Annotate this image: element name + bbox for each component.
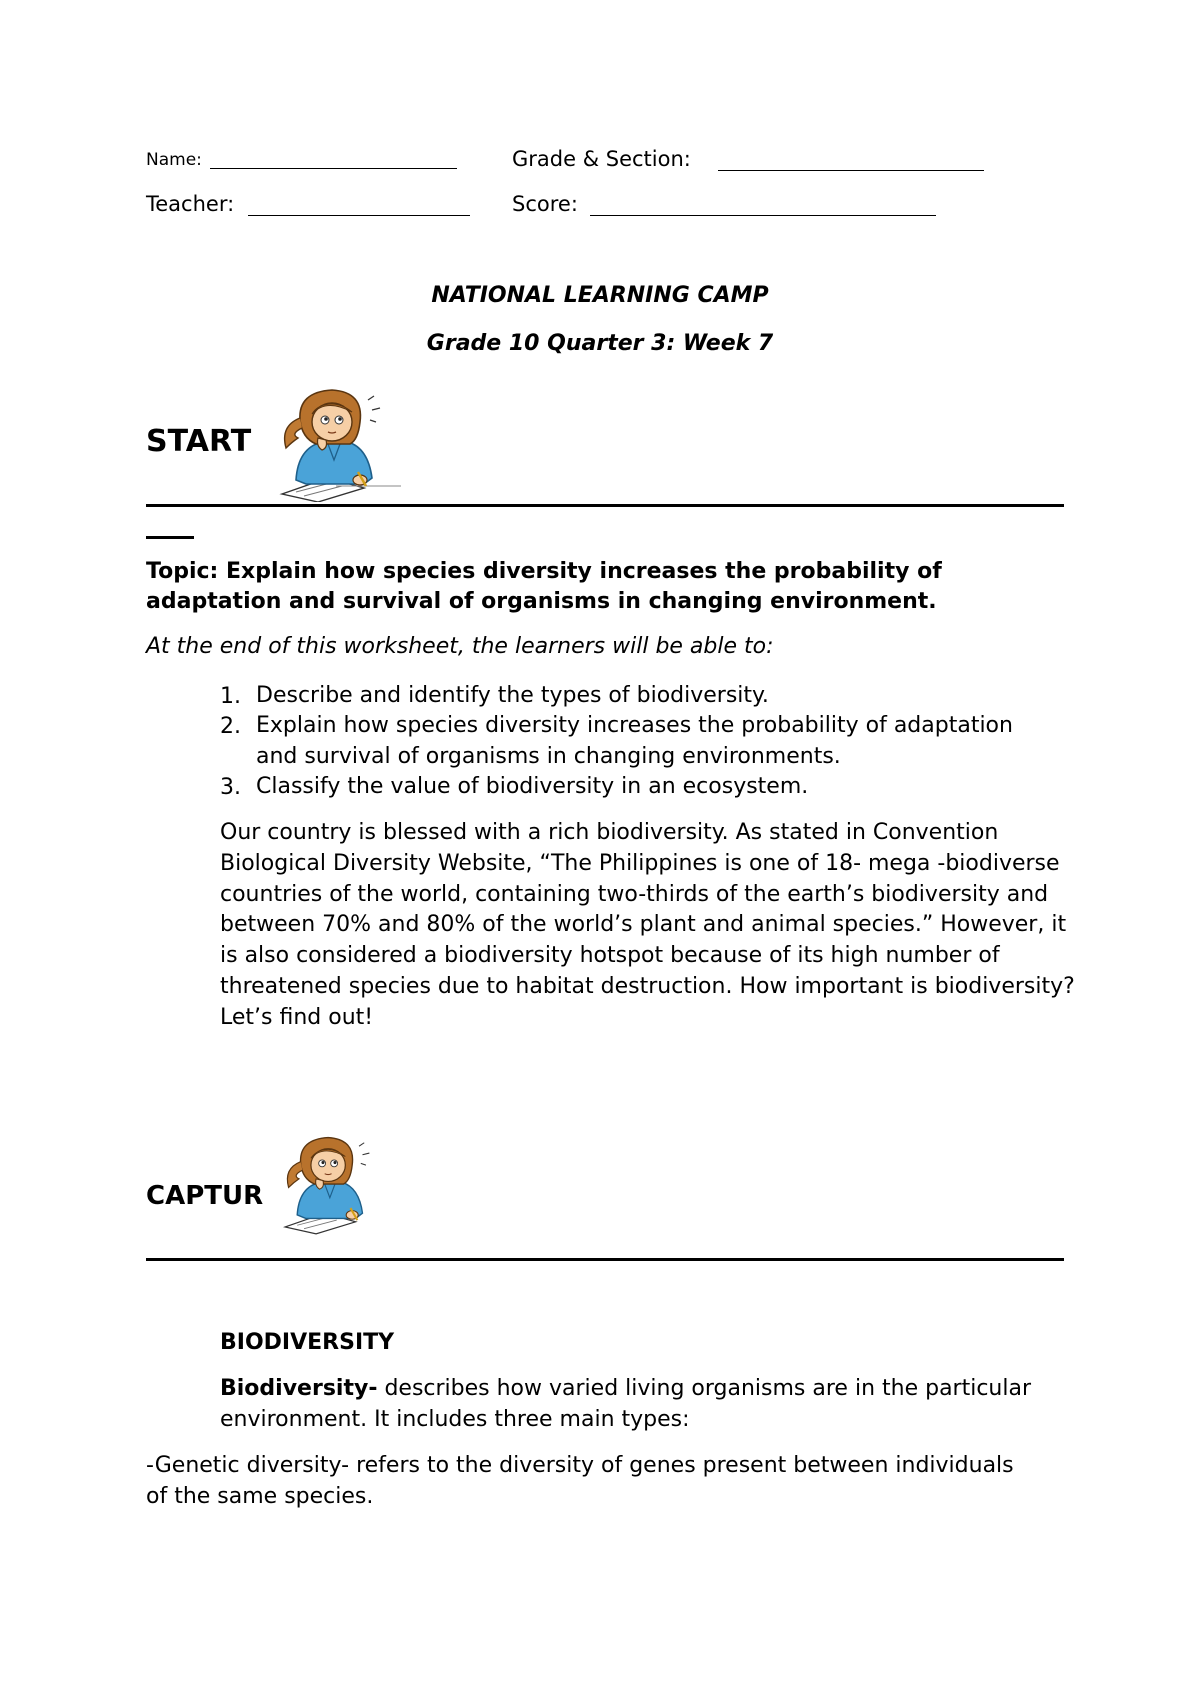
definition-text: describes how varied living organisms are in the particular environment. It includes three main types:	[220, 1376, 1032, 1432]
grade-section-blank[interactable]	[718, 170, 984, 171]
objectives-intro: At the end of this worksheet, the learners will be able to:	[146, 634, 774, 659]
score-blank[interactable]	[590, 215, 936, 216]
section-divider	[146, 504, 1064, 507]
page-title: NATIONAL LEARNING CAMP	[431, 283, 769, 308]
divider-tail	[146, 536, 194, 539]
page-subtitle: Grade 10 Quarter 3: Week 7	[426, 331, 774, 356]
name-blank[interactable]	[210, 168, 457, 169]
capture-divider	[146, 1258, 1064, 1261]
grade-section-label: Grade & Section:	[512, 147, 691, 171]
thinking-girl-icon	[280, 1126, 390, 1242]
intro-paragraph: Our country is blessed with a rich biodiversity. As stated in Convention Biological Diversity Website, “The Philippines is one of 18- mega -biodiverse countries of the world, containing two-thirds of the earth’s biodiversity and between 70% and 80% of the world’s plant and animal species.” However, it is also considered a biodiversity hotspot because of its high number of threatened species due to habitat destruction. How important is biodiversity? Let’s find out!	[220, 820, 1075, 1030]
teacher-label: Teacher:	[146, 192, 235, 216]
score-label: Score:	[512, 192, 578, 216]
thinking-girl-icon	[276, 386, 404, 502]
objective-text: Describe and identify the types of biodiversity.	[256, 683, 769, 708]
objective-number: 2.	[220, 714, 241, 739]
teacher-blank[interactable]	[248, 215, 470, 216]
start-heading: START	[146, 424, 252, 459]
genetic-diversity-text: -Genetic diversity- refers to the diversity of genes present between individuals of the same species.	[146, 1453, 1014, 1509]
section-title: BIODIVERSITY	[220, 1330, 395, 1355]
objective-text: Explain how species diversity increases the probability of adaptation and survival of organisms in changing environments.	[256, 713, 1013, 769]
definition-term: Biodiversity-	[220, 1376, 378, 1401]
objective-text: Classify the value of biodiversity in an ecosystem.	[256, 774, 809, 799]
name-label: Name:	[146, 150, 202, 170]
capture-heading: CAPTUR	[146, 1181, 264, 1211]
objective-number: 1.	[220, 684, 241, 709]
objective-number: 3.	[220, 775, 241, 800]
biodiversity-definition	[220, 1374, 1050, 1436]
topic-text: Topic: Explain how species diversity increases the probability of adaptation and survival of organisms in changing environment.	[146, 559, 942, 614]
